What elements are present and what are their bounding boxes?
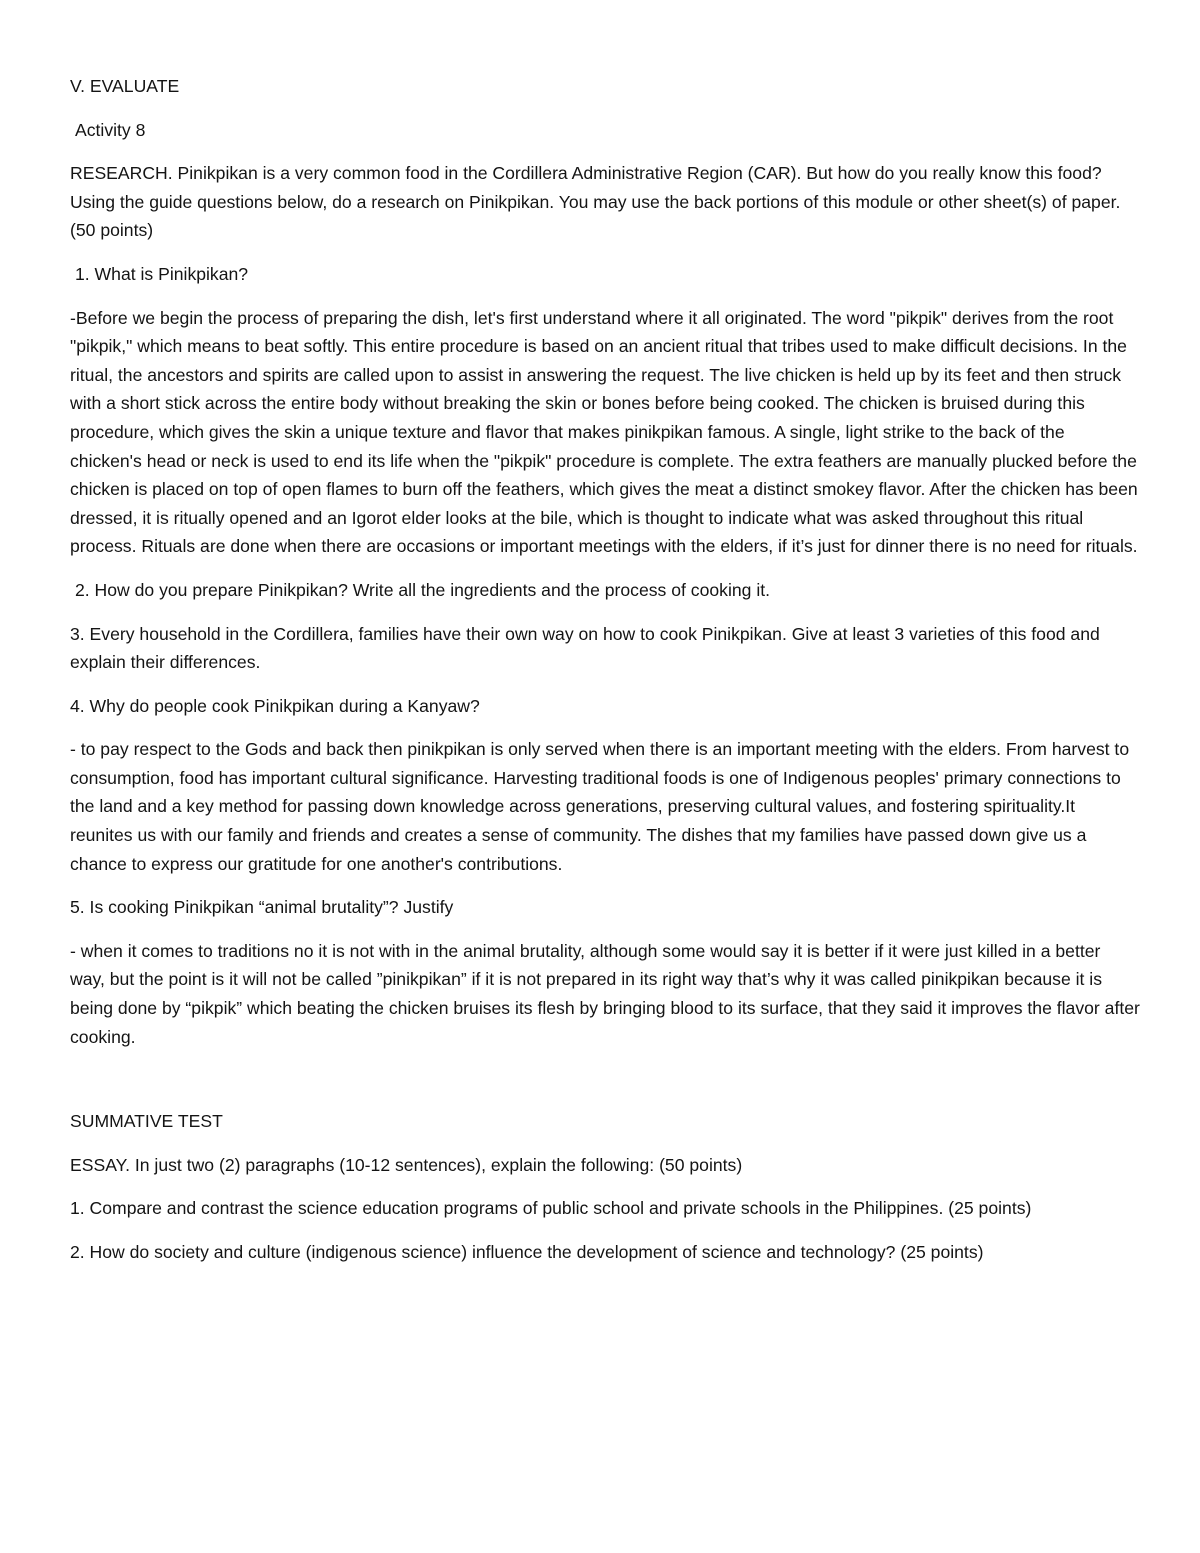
question-4: 4. Why do people cook Pinikpikan during a Kanyaw? [70,695,480,716]
research-instructions: RESEARCH. Pinikpikan is a very common food in the Cordillera Administrative Region (CAR). But how do you really know this food? Using the guide questions below, do a research on Pinikpikan. You may use the back portions of this module or other sheet(s) of paper. (50 points) [70,163,1121,241]
summative-item-2: 2. How do society and culture (indigenous science) influence the development of science and technology? (25 points) [70,1242,984,1262]
answer-4: - to pay respect to the Gods and back then pinikpikan is only served when there is an important meeting with the elders. From harvest to consumption, food has important cultural significance. Harvesting traditional foods is one of Indigenous peoples' primary connections to the land and a key method for passing down knowledge across generations, preserving cultural values, and fostering spirituality.It reunites us with our family and friends and creates a sense of community. The dishes that my families have passed down give us a chance to express our gratitude for one another's contributions. [70,739,1130,874]
summative-instructions: ESSAY. In just two (2) paragraphs (10-12 sentences), explain the following: (50 points) [70,1154,743,1175]
question-3: 3. Every household in the Cordillera, families have their own way on how to cook Pinikpikan. Give at least 3 varieties of this food and explain their differences. [70,623,1100,673]
question-2: 2. How do you prepare Pinikpikan? Write all the ingredients and the process of cooking it. [75,579,771,600]
answer-5: - when it comes to traditions no it is not with in the animal brutality, although some would say it is better if it were just killed in a better way, but the point is it will not be called ”pinikpikan” if it is not prepared in its right way that’s why it was called pinikpikan because it is being done by “pikpik” which beating the chicken bruises its flesh by bringing blood to its surface, that they said it improves the flavor after cooking. [70,940,1140,1047]
section-heading-evaluate: V. EVALUATE [70,76,180,96]
summative-test-heading: SUMMATIVE TEST [70,1111,223,1132]
question-1: 1. What is Pinikpikan? [75,263,249,284]
summative-item-1: 1. Compare and contrast the science education programs of public school and private schools in the Philippines. (25 points) [70,1198,1032,1219]
document-page [70,72,1140,1282]
activity-title: Activity 8 [75,119,146,140]
question-5: 5. Is cooking Pinikpikan “animal brutality”? Justify [70,897,454,918]
answer-1: -Before we begin the process of preparing the dish, let's first understand where it all originated. The word "pikpik" derives from the root "pikpik," which means to beat softly. This entire procedure is based on an ancient ritual that tribes used to make difficult decisions. In the ritual, the ancestors and spirits are called upon to assist in answering the request. The live chicken is held up by its feet and then struck with a short stick across the entire body without breaking the skin or bones before being cooked. The chicken is bruised during this procedure, which gives the skin a unique texture and flavor that makes pinikpikan famous. A single, light strike to the back of the chicken's head or neck is used to end its life when the "pikpik" procedure is complete. The extra feathers are manually plucked before the chicken is placed on top of open flames to burn off the feathers, which gives the meat a distinct smokey flavor. After the chicken has been dressed, it is ritually opened and an Igorot elder looks at the bile, which is thought to indicate what was asked throughout this ritual process. Rituals are done when there are occasions or important meetings with the elders, if it’s just for dinner there is no need for rituals. [70,307,1138,557]
